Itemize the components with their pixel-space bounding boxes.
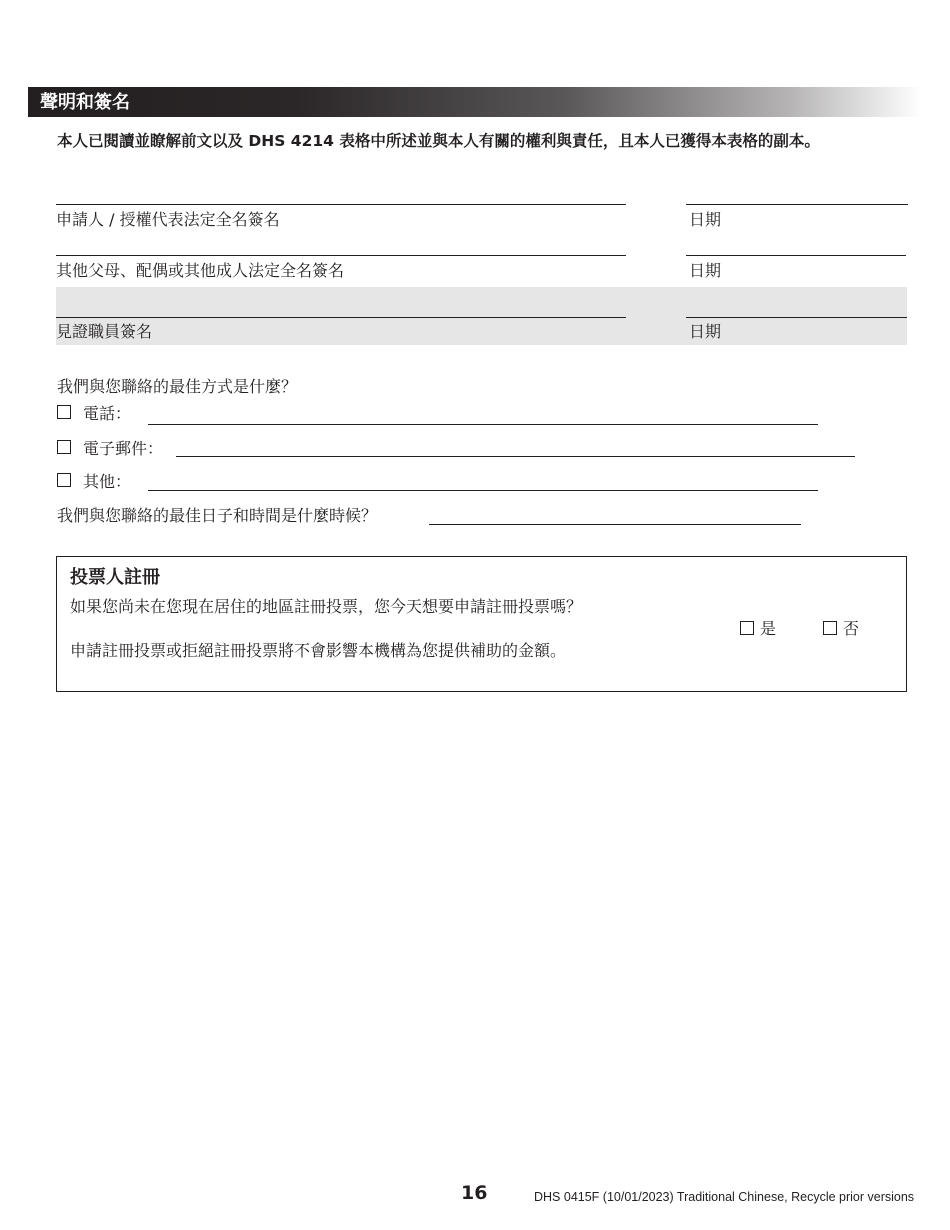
declaration-text: 本人已閱讀並瞭解前文以及 DHS 4214 表格中所述並與本人有關的權利與責任，且本人已獲得本表格的副本。 — [57, 132, 820, 150]
other-checkbox[interactable] — [57, 473, 71, 487]
witness-row-shading — [56, 287, 907, 345]
other-label: 其他： — [83, 472, 132, 491]
other-adult-date-label: 日期 — [689, 261, 722, 280]
voter-registration-title: 投票人註冊 — [70, 567, 160, 588]
other-adult-signature-line[interactable] — [56, 255, 626, 256]
witness-signature-line[interactable] — [56, 317, 626, 318]
email-input-line[interactable] — [176, 456, 855, 457]
other-adult-date-line[interactable] — [686, 255, 906, 256]
voter-registration-note: 申請註冊投票或拒絕註冊投票將不會影響本機構為您提供補助的金額。 — [70, 641, 567, 660]
other-adult-signature-label: 其他父母、配偶或其他成人法定全名簽名 — [56, 261, 345, 280]
other-input-line[interactable] — [148, 490, 818, 491]
form-code: DHS 0415F (10/01/2023) Traditional Chinese, Recycle prior versions — [534, 1190, 915, 1204]
page-number: 16 — [461, 1182, 488, 1204]
best-time-question: 我們與您聯絡的最佳日子和時間是什麼時候？ — [57, 506, 378, 525]
phone-checkbox[interactable] — [57, 405, 71, 419]
applicant-signature-line[interactable] — [56, 204, 626, 205]
phone-input-line[interactable] — [148, 424, 818, 425]
email-checkbox[interactable] — [57, 440, 71, 454]
voter-yes-checkbox[interactable] — [740, 621, 754, 635]
witness-signature-label: 見證職員簽名 — [56, 322, 153, 341]
applicant-signature-label: 申請人 / 授權代表法定全名簽名 — [56, 210, 280, 229]
applicant-date-line[interactable] — [686, 204, 908, 205]
email-label: 電子郵件： — [83, 439, 164, 458]
voter-no-checkbox[interactable] — [823, 621, 837, 635]
witness-date-line[interactable] — [686, 317, 907, 318]
applicant-date-label: 日期 — [689, 210, 722, 229]
voter-no-label: 否 — [843, 619, 860, 638]
voter-registration-question: 如果您尚未在您現在居住的地區註冊投票，您今天想要申請註冊投票嗎？ — [70, 597, 583, 616]
section-title: 聲明和簽名 — [40, 92, 130, 113]
best-time-input-line[interactable] — [429, 524, 801, 525]
section-header-bar — [28, 87, 922, 117]
witness-date-label: 日期 — [689, 322, 722, 341]
contact-question: 我們與您聯絡的最佳方式是什麼？ — [57, 377, 298, 396]
voter-registration-box — [56, 556, 907, 692]
phone-label: 電話： — [83, 404, 132, 423]
voter-yes-label: 是 — [760, 619, 777, 638]
